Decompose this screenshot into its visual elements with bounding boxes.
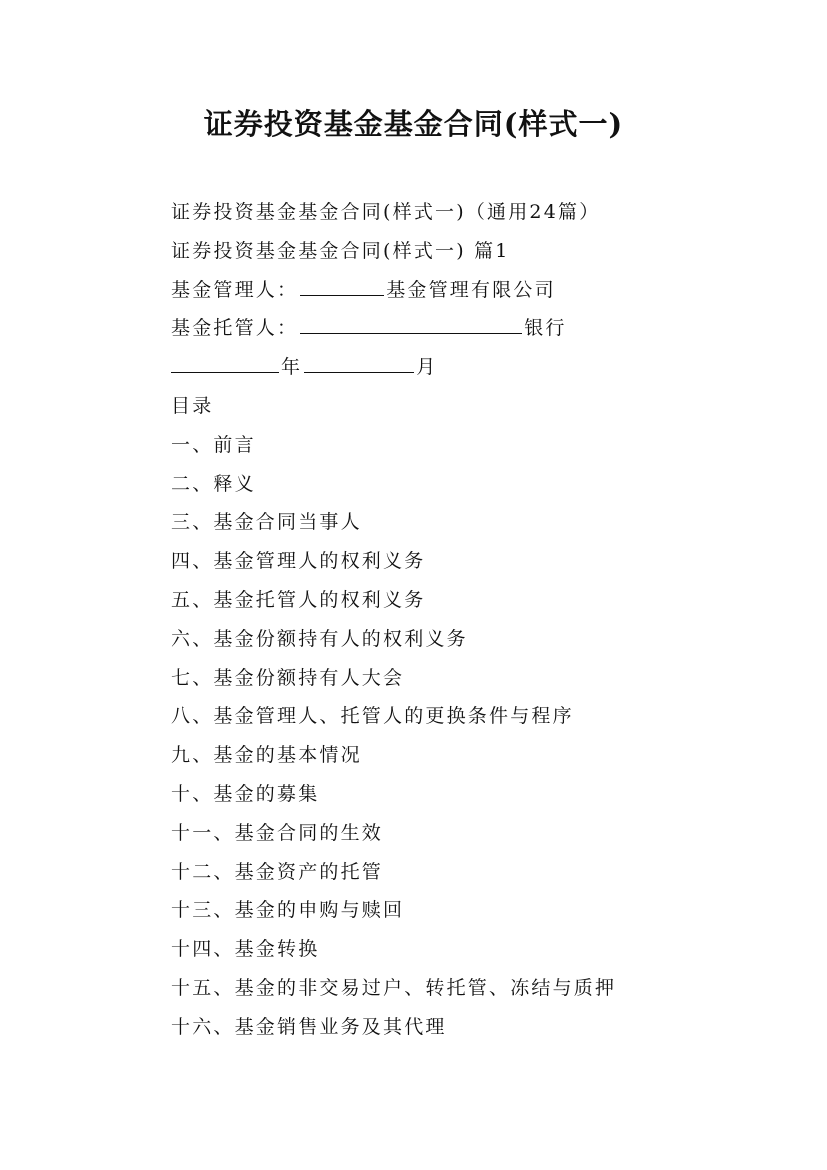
fund-custodian-blank — [300, 332, 522, 334]
fund-manager-blank — [300, 294, 384, 296]
fund-manager-label: 基金管理人： — [171, 278, 299, 301]
intro-line-collection-title: 证券投资基金基金合同(样式一)（通用24篇） — [171, 201, 601, 223]
document-body — [171, 193, 771, 1047]
toc-heading: 目录 — [171, 394, 214, 417]
toc-item: 五、基金托管人的权利义务 — [171, 588, 426, 611]
toc-item: 七、基金份额持有人大会 — [171, 666, 405, 689]
fund-custodian-suffix: 银行 — [524, 317, 567, 340]
toc-item: 十六、基金销售业务及其代理 — [171, 1015, 447, 1038]
month-label: 月 — [416, 356, 438, 379]
date-line — [171, 348, 771, 387]
toc-item: 三、基金合同当事人 — [171, 511, 362, 534]
document-title: 证券投资基金基金合同(样式一) — [203, 107, 624, 141]
toc-item: 十、基金的募集 — [171, 782, 320, 805]
fund-custodian-line — [171, 309, 771, 348]
toc-item: 十五、基金的非交易过户、转托管、冻结与质押 — [171, 976, 617, 999]
toc-item: 六、基金份额持有人的权利义务 — [171, 627, 468, 650]
intro-line-article-title: 证券投资基金基金合同(样式一) 篇1 — [171, 239, 510, 262]
year-label: 年 — [281, 356, 303, 379]
toc-item: 二、释义 — [171, 472, 256, 495]
toc-item: 十一、基金合同的生效 — [171, 821, 384, 844]
toc-item: 十四、基金转换 — [171, 938, 320, 961]
table-of-contents — [171, 426, 771, 1047]
toc-item: 四、基金管理人的权利义务 — [171, 550, 426, 573]
toc-item: 八、基金管理人、托管人的更换条件与程序 — [171, 705, 574, 728]
toc-item: 十三、基金的申购与赎回 — [171, 899, 405, 922]
fund-custodian-label: 基金托管人： — [171, 317, 299, 340]
year-blank — [171, 371, 279, 373]
fund-manager-line — [171, 271, 771, 310]
fund-manager-suffix: 基金管理有限公司 — [386, 278, 556, 301]
toc-item: 九、基金的基本情况 — [171, 744, 362, 767]
toc-item: 十二、基金资产的托管 — [171, 860, 384, 883]
toc-item: 一、前言 — [171, 433, 256, 456]
month-blank — [304, 371, 414, 373]
